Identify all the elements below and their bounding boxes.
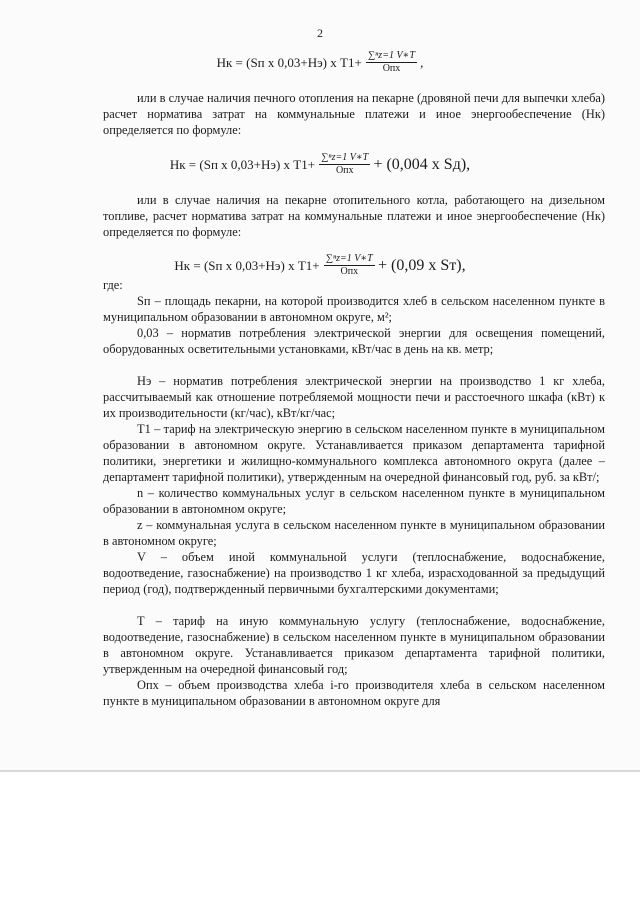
formula-lhs: Нк = (Sп х 0,03+Нэ) х Т1+ [174, 257, 320, 273]
fraction-numerator: ∑ⁿz=1 V∗T [325, 253, 373, 264]
fraction-numerator: ∑ⁿz=1 V∗T [368, 50, 415, 61]
fraction-numerator: ∑ⁿz=1 V∗T [321, 152, 369, 163]
definition-z: z – коммунальная услуга в сельском населенном пункте в муниципальном образовании в автономном округе; [103, 518, 605, 548]
fraction-denominator: Oпх [382, 63, 401, 74]
formula-tail: + (0,004 х Sд), [373, 155, 471, 173]
definition-v: V – объем иной коммунальной услуги (теплоснабжение, водоснабжение, водоотведение, газоснабжение) на производство 1 кг хлеба, израсходованной за предыдущий период (год), подтвержденный первичными бухгалтерскими документами; [103, 550, 605, 596]
formula-tail: + (0,09 х Sт), [378, 256, 466, 274]
formula-fraction [319, 152, 370, 177]
formula-tail: , [420, 54, 424, 70]
formula-stove [0, 152, 640, 177]
paragraph-stove-heating: или в случае наличия печного отопления на пекарне (дровяной печи для выпечки хлеба) расчет норматива затрат на коммунальные платежи и иное энергообеспечение (Нк) определяется по формуле: [103, 91, 605, 137]
definition-n: n – количество коммунальных услуг в сельском населенном пункте в муниципальном образовании в автономном округе; [103, 486, 605, 516]
formula-fraction [366, 50, 417, 75]
definition-003: 0,03 – норматив потребления электрической энергии для освещения помещений, оборудованных осветительными установками, кВт/час в день на кв. метр; [103, 326, 605, 356]
page-number: 2 [317, 26, 323, 40]
formula-lhs: Нк = (Sп х 0,03+Нэ) х Т1+ [216, 54, 362, 70]
paragraph-diesel-boiler: или в случае наличия на пекарне отопительного котла, работающего на дизельном топливе, расчет норматива затрат на коммунальные платежи и иное энергообеспечение (Нк) определяется по формуле: [103, 193, 605, 239]
fraction-denominator: Oпх [335, 165, 354, 176]
definition-t1: Т1 – тариф на электрическую энергию в сельском населенном пункте в муниципальном образовании в автономном округе. Устанавливается приказом департамента тарифной политики, энергетики и жилищно-коммунального комплекса автономного округа (далее – департамент тарифной политики), утвержденным на очередной финансовый год, руб. за кВт/; [103, 422, 605, 484]
definition-sp: Sп – площадь пекарни, на которой производится хлеб в сельском населенном пункте в муниципальном образовании в автономном округе, м²; [103, 294, 605, 324]
page-edge [0, 770, 640, 772]
definition-opx: Опх – объем производства хлеба i-го производителя хлеба в сельском населенном пункте в муниципальном образовании в автономном округе для [103, 678, 605, 708]
definition-ne: Нэ – норматив потребления электрической энергии на производство 1 кг хлеба, рассчитываемый как отношение потребляемой мощности печи и расстоечного шкафа (кВт) к их производительности (кг/час), кВт/кг/час; [103, 374, 605, 420]
where-label: где: [103, 278, 123, 292]
formula-diesel [0, 253, 640, 278]
formula-fraction [324, 253, 375, 278]
fraction-denominator: Oпх [340, 266, 359, 277]
formula-base [0, 50, 640, 75]
formula-lhs: Нк = (Sп х 0,03+Нэ) х Т1+ [169, 156, 316, 172]
definition-t: Т – тариф на иную коммунальную услугу (теплоснабжение, водоснабжение, водоотведение, газоснабжение) в сельском населенном пункте в муниципальном образовании в автономном округе. Устанавливается приказом департамента тарифной политики, утвержденным на очередной финансовый год; [103, 614, 605, 676]
